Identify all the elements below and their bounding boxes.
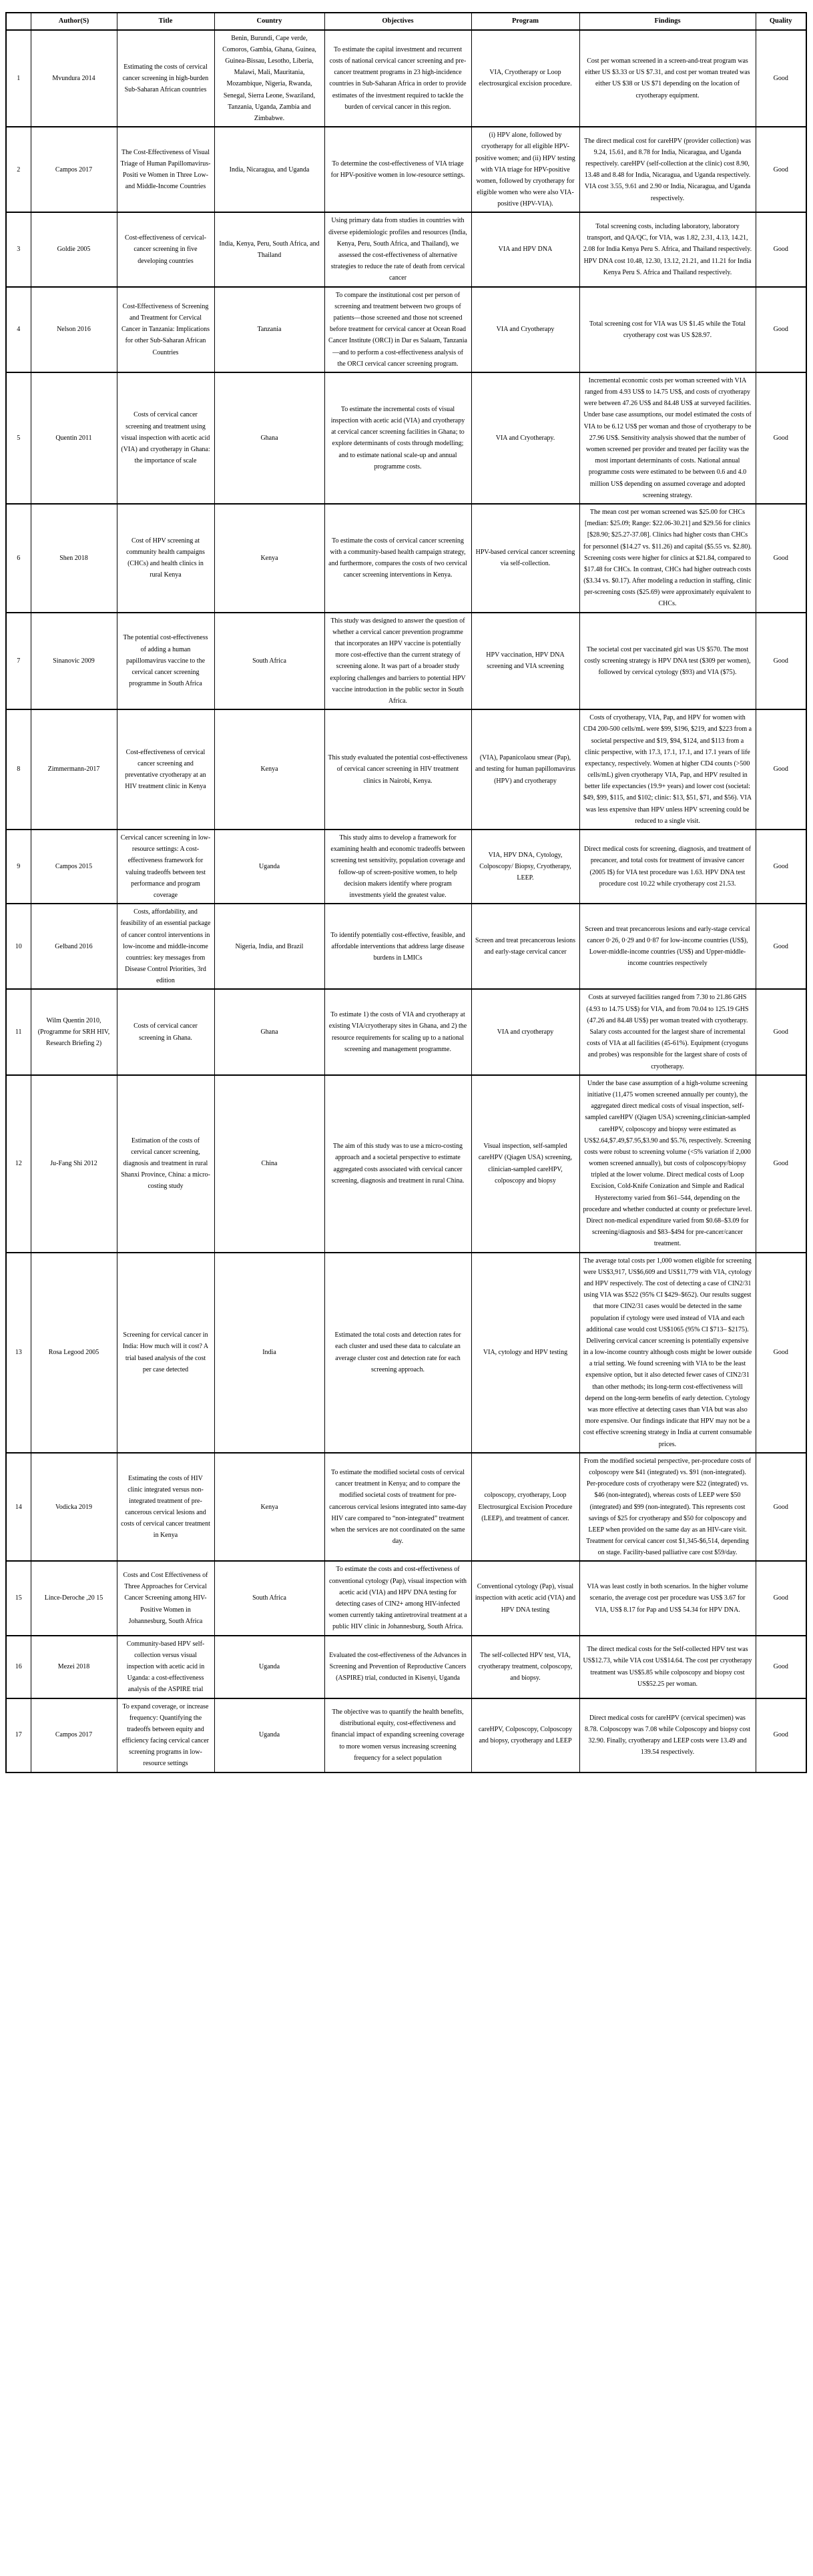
cell-findings: Incremental economic costs per woman screened with VIA ranged from 4.93 US$ to 14.75 US$, and costs of cryotherapy were between 47.26 US$ and 84.48 US$ at surveyed facilities. Under base case assumptions, our model estimated the costs of VIA to be 6.12 US$ per woman and those of cryotherapy to be 27.96 US$. Sensitivity analysis showed that the number of women screened per provider and treated per facility was the most important determinants of costs. National annual programme costs were estimated to be between 0.6 and 4.0 million US$ depending on assumed coverage and adopted screening strategy. <box>579 372 756 504</box>
table-row <box>6 1561 806 1635</box>
table-row <box>6 1453 806 1562</box>
cell-findings: From the modified societal perspective, per-procedure costs of colposcopy were $41 (integrated) vs. $91 (non-integrated). Per-procedure costs of cryotherapy were $22 (integrated) vs. $46 (non-integrated), whereas costs of LEEP were $50 (integrated) and $99 (non-integrated). This represents cost savings of $25 for cryotherapy and $50 for colposcopy and LEEP when provided on the same day as an HIV-care visit. Treatment for cervical cancer cost $1,345-$6,514, depending on stage. Facility-based palliative care cost $59/day. <box>579 1453 756 1562</box>
cell-findings: Costs at surveyed facilities ranged from 7.30 to 21.86 GHS (4.93 to 14.75 US$) for VIA, and from 70.04 to 125.19 GHS (47.26 and 84.48 US$) per woman treated with cryotherapy. Salary costs accounted for the largest share of incremental costs of VIA at all facilities (45-61%). Equipment (cryoguns and probes) was responsible for the largest share of costs of cryotherapy. <box>579 989 756 1074</box>
table-row <box>6 504 806 613</box>
cell-program: VIA, Cryotherapy or Loop electrosurgical excision procedure. <box>471 30 579 127</box>
cell-program: HPV-based cervical cancer screening via self-collection. <box>471 504 579 613</box>
cell-author: Shen 2018 <box>31 504 117 613</box>
cell-country: Kenya <box>214 1453 324 1562</box>
cell-objectives: To compare the institutional cost per person of screening and treatment between two groups of patients—those screened and those not screened before treatment for cervical cancer at Ocean Road Cancer Institute (ORCI) in Dar es Salaam, Tanzania—and to perform a cost-effectiveness analysis of the ORCI cervical cancer screening program. <box>324 287 471 372</box>
table-row <box>6 1075 806 1253</box>
cell-country: South Africa <box>214 1561 324 1635</box>
header-objectives: Objectives <box>324 13 471 30</box>
cell-title: The potential cost-effectiveness of adding a human papillomavirus vaccine to the cervical cancer screening programme in South Africa <box>117 613 214 710</box>
cell-quality: Good <box>756 830 806 904</box>
cell-program: Visual inspection, self-sampled careHPV (Qiagen USA) screening, clinician-sampled careHPV, colposcopy and biopsy <box>471 1075 579 1253</box>
cell-no: 1 <box>6 30 31 127</box>
cell-objectives: Using primary data from studies in countries with diverse epidemiologic profiles and resources (India, Kenya, Peru, South Africa, and Thailand), we assessed the cost-effectiveness of alternative strategies to reduce the rate of death from cervical cancer <box>324 212 471 286</box>
cell-objectives: Estimated the total costs and detection rates for each cluster and used these data to calculate an average cluster cost and detection rate for each screening approach. <box>324 1253 471 1453</box>
cell-no: 5 <box>6 372 31 504</box>
cell-country: Kenya <box>214 709 324 830</box>
cell-country: Nigeria, India, and Brazil <box>214 904 324 989</box>
cell-author: Goldie 2005 <box>31 212 117 286</box>
cell-author: Quentin 2011 <box>31 372 117 504</box>
header-title: Title <box>117 13 214 30</box>
cell-objectives: This study was designed to answer the question of whether a cervical cancer prevention programme that incorporates an HPV vaccine is potentially more cost-effective than the current strategy of screening alone. It was part of a broader study exploring challenges and barriers to potential HPV vaccine introduction in the public sector in South Africa. <box>324 613 471 710</box>
cell-program: VIA and cryotherapy <box>471 989 579 1074</box>
cell-title: Estimating the costs of HIV clinic integrated versus non-integrated treatment of pre-cancerous cervical lesions and costs of cervical cancer treatment in Kenya <box>117 1453 214 1562</box>
table-row <box>6 1698 806 1773</box>
cell-objectives: Evaluated the cost-effectiveness of the Advances in Screening and Prevention of Reproductive Cancers (ASPIRE) trial, conducted in Kisenyi, Uganda <box>324 1636 471 1698</box>
header-row <box>6 13 806 30</box>
cell-author: Campos 2015 <box>31 830 117 904</box>
table-row <box>6 830 806 904</box>
cell-program: Conventional cytology (Pap), visual inspection with acetic acid (VIA) and HPV DNA testing <box>471 1561 579 1635</box>
header-findings: Findings <box>579 13 756 30</box>
cell-objectives: To estimate the capital investment and recurrent costs of national cervical cancer screening and pre-cancer treatment programs in 23 high-incidence countries in Sub-Saharan Africa in order to provide estimates of the investment required to tackle the burden of cervical cancer in this region. <box>324 30 471 127</box>
cell-no: 2 <box>6 127 31 212</box>
cell-objectives: The aim of this study was to use a micro-costing approach and a societal perspective to estimate aggregated costs associated with cervical cancer screening, diagnosis and treatment in rural China. <box>324 1075 471 1253</box>
cell-program: colposcopy, cryotherapy, Loop Electrosurgical Excision Procedure (LEEP), and treatment of cancer. <box>471 1453 579 1562</box>
cell-country: Tanzania <box>214 287 324 372</box>
cell-no: 10 <box>6 904 31 989</box>
cell-quality: Good <box>756 989 806 1074</box>
cell-program: VIA and HPV DNA <box>471 212 579 286</box>
cell-title: The Cost-Effectiveness of Visual Triage of Human Papillomavirus-Positi ve Women in Three Low- and Middle-Income Countries <box>117 127 214 212</box>
cell-objectives: To estimate the incremental costs of visual inspection with acetic acid (VIA) and cryotherapy at cervical cancer screening facilities in Ghana; to explore determinants of costs through modelling; and to estimate national scale-up and annual programme costs. <box>324 372 471 504</box>
cell-findings: The direct medical costs for the Self-collected HPV test was US$12.73, while VIA cost US$14.64. The cost per cryotherapy treatment was US$5.85 while colposcopy and biopsy cost US$52.25 per woman. <box>579 1636 756 1698</box>
cell-author: Wilm Quentin 2010, (Programme for SRH HIV, Research Briefing 2) <box>31 989 117 1074</box>
cell-title: Community-based HPV self-collection versus visual inspection with acetic acid in Uganda: a cost-effectiveness analysis of the ASPIRE trial <box>117 1636 214 1698</box>
cell-title: Costs of cervical cancer screening and treatment using visual inspection with acetic acid (VIA) and cryotherapy in Ghana: the importance of scale <box>117 372 214 504</box>
cell-author: Campos 2017 <box>31 127 117 212</box>
cell-country: China <box>214 1075 324 1253</box>
cell-objectives: To identify potentially cost-effective, feasible, and affordable interventions that address large disease burdens in LMICs <box>324 904 471 989</box>
cell-findings: Cost per woman screened in a screen-and-treat program was either US $3.33 or US $7.31, and cost per woman treated was either US $38 or US $71 depending on the location of cryotherapy equipment. <box>579 30 756 127</box>
cell-country: India, Nicaragua, and Uganda <box>214 127 324 212</box>
cell-no: 11 <box>6 989 31 1074</box>
cell-no: 9 <box>6 830 31 904</box>
cell-objectives: To estimate the costs and cost-effectiveness of conventional cytology (Pap), visual inspection with acetic acid (VIA) and HPV DNA testing for detecting cases of CIN2+ among HIV-infected women currently taking antiretroviral treatment at a public HIV clinic in Johannesburg, South Africa. <box>324 1561 471 1635</box>
cell-objectives: The objective was to quantify the health benefits, distributional equity, cost-effectiveness and financial impact of expanding screening coverage to more women versus increasing screening frequency for a select population <box>324 1698 471 1773</box>
cell-objectives: To estimate the costs of cervical cancer screening with a community-based health campaign strategy, and furthermore, compares the costs of two cervical cancer screening interventions in Kenya. <box>324 504 471 613</box>
cell-title: To expand coverage, or increase frequency: Quantifying the tradeoffs between equity and efficiency facing cervical cancer screening programs in low-resource settings <box>117 1698 214 1773</box>
cell-quality: Good <box>756 30 806 127</box>
cell-quality: Good <box>756 127 806 212</box>
cell-program: (VIA), Papanicolaou smear (Pap), and testing for human papillomavirus (HPV) and cryotherapy <box>471 709 579 830</box>
table-row <box>6 613 806 710</box>
cell-objectives: To estimate 1) the costs of VIA and cryotherapy at existing VIA/cryotherapy sites in Ghana, and 2) the resource requirements for scaling up to a national screening and management programme. <box>324 989 471 1074</box>
cell-quality: Good <box>756 1561 806 1635</box>
cell-no: 8 <box>6 709 31 830</box>
cell-program: VIA, HPV DNA, Cytology, Colposcopy/ Biopsy, Cryotherapy, LEEP. <box>471 830 579 904</box>
cell-program: Screen and treat precancerous lesions and early-stage cervical cancer <box>471 904 579 989</box>
cell-title: Screening for cervical cancer in India: How much will it cost? A trial based analysis of the cost per case detected <box>117 1253 214 1453</box>
cell-title: Cost of HPV screening at community health campaigns (CHCs) and health clinics in rural Kenya <box>117 504 214 613</box>
cell-no: 17 <box>6 1698 31 1773</box>
cell-quality: Good <box>756 287 806 372</box>
cell-author: Vodicka 2019 <box>31 1453 117 1562</box>
cell-author: Ju-Fang Shi 2012 <box>31 1075 117 1253</box>
cell-program: The self-collected HPV test, VIA, cryotherapy treatment, colposcopy, and biopsy. <box>471 1636 579 1698</box>
cell-title: Cost-effectiveness of cervical cancer screening and preventative cryotherapy at an HIV treatment clinic in Kenya <box>117 709 214 830</box>
table-row <box>6 287 806 372</box>
cell-findings: VIA was least costly in both scenarios. In the higher volume scenario, the average cost per procedure was US$ 3.67 for VIA, US$ 8.17 for Pap and US$ 54.34 for HPV DNA. <box>579 1561 756 1635</box>
cell-title: Estimating the costs of cervical cancer screening in high-burden Sub-Saharan African countries <box>117 30 214 127</box>
cell-quality: Good <box>756 1253 806 1453</box>
cell-program: VIA and Cryotherapy. <box>471 372 579 504</box>
cell-quality: Good <box>756 709 806 830</box>
cell-title: Cervical cancer screening in low-resource settings: A cost-effectiveness framework for valuing tradeoffs between test performance and program coverage <box>117 830 214 904</box>
cell-author: Campos 2017 <box>31 1698 117 1773</box>
cell-country: Benin, Burundi, Cape verde, Comoros, Gambia, Ghana, Guinea, Guinea-Bissau, Lesotho, Liberia, Malawi, Mali, Mauritania, Mozambique, Nigeria, Rwanda, Senegal, Sierra Leone, Swaziland, Tanzania, Uganda, Zambia and Zimbabwe. <box>214 30 324 127</box>
cell-country: South Africa <box>214 613 324 710</box>
cell-program: VIA, cytology and HPV testing <box>471 1253 579 1453</box>
cell-author: Mvundura 2014 <box>31 30 117 127</box>
cell-findings: Total screening cost for VIA was US $1.45 while the Total cryotherapy cost was US $28.97. <box>579 287 756 372</box>
cell-program: (i) HPV alone, followed by cryotherapy for all eligible HPV-positive women; and (ii) HPV testing with VIA triage for HPV-positive women, followed by cryotherapy for eligible women who were also VIA-positive (HPV-VIA). <box>471 127 579 212</box>
cell-country: Ghana <box>214 372 324 504</box>
cell-quality: Good <box>756 613 806 710</box>
cell-objectives: This study evaluated the potential cost-effectiveness of cervical cancer screening in HIV treatment clinics in Nairobi, Kenya. <box>324 709 471 830</box>
header-country: Country <box>214 13 324 30</box>
table-row <box>6 212 806 286</box>
header-quality: Quality <box>756 13 806 30</box>
cell-quality: Good <box>756 1075 806 1253</box>
cell-author: Zimmermann-2017 <box>31 709 117 830</box>
cell-no: 15 <box>6 1561 31 1635</box>
header-author: Author(S) <box>31 13 117 30</box>
cell-author: Gelband 2016 <box>31 904 117 989</box>
table-row <box>6 372 806 504</box>
cell-objectives: To determine the cost-effectiveness of VIA triage for HPV-positive women in low-resource settings. <box>324 127 471 212</box>
cell-country: Uganda <box>214 830 324 904</box>
table-header <box>6 13 806 30</box>
cell-findings: Direct medical costs for careHPV (cervical specimen) was 8.78. Colposcopy was 7.08 while Colposcopy and biopsy cost 32.90. Finally, cryotherapy and LEEP costs were 13.49 and 139.54 respectively. <box>579 1698 756 1773</box>
cell-no: 14 <box>6 1453 31 1562</box>
cell-title: Estimation of the costs of cervical cancer screening, diagnosis and treatment in rural Shanxi Province, China: a micro-costing study <box>117 1075 214 1253</box>
cell-quality: Good <box>756 504 806 613</box>
table-row <box>6 989 806 1074</box>
cell-no: 6 <box>6 504 31 613</box>
cell-objectives: This study aims to develop a framework for examining health and economic tradeoffs between screening test sensitivity, population coverage and follow-up of screen-positive women, to help decision makers identify where program investments yield the greatest value. <box>324 830 471 904</box>
table-row <box>6 127 806 212</box>
cell-quality: Good <box>756 372 806 504</box>
cell-country: Kenya <box>214 504 324 613</box>
cell-author: Sinanovic 2009 <box>31 613 117 710</box>
cell-author: Nelson 2016 <box>31 287 117 372</box>
literature-review-table <box>5 12 807 1773</box>
cell-no: 12 <box>6 1075 31 1253</box>
cell-quality: Good <box>756 1636 806 1698</box>
cell-no: 7 <box>6 613 31 710</box>
cell-no: 4 <box>6 287 31 372</box>
cell-objectives: To estimate the modified societal costs of cervical cancer treatment in Kenya; and to compare the modified societal costs of treatment for pre-cancerous cervical lesions integrated into same-day HIV care compared to “non-integrated” treatment when the services are not coordinated on the same day. <box>324 1453 471 1562</box>
cell-country: India <box>214 1253 324 1453</box>
cell-author: Lince-Deroche ,20 15 <box>31 1561 117 1635</box>
cell-findings: Under the base case assumption of a high-volume screening initiative (11,475 women screened annually per county), the aggregated direct medical costs of visual inspection, self-sampled careHPV (Qiagen USA) screening,clinician-sampled careHPV, colposcopy and biopsy were estimated as US$2.64,$7.49,$7.95,$3.90 and $5.76, respectively. Screening costs were robust to screening volume (<5% variation if 2,000 women screened annually), but costs of colposcopy/biopsy tripled at the lower volume. Direct medical costs of Loop Excision, Cold-Knife Conization and Simple and Radical Hysterectomy varied from $61–544, depending on the procedure and whether conducted at county or prefecture level. Direct non-medical expenditure varied from $0.68–$3.09 for screening/diagnosis and $83–$494 for pre-cancer/cancer treatment. <box>579 1075 756 1253</box>
cell-no: 3 <box>6 212 31 286</box>
table-row <box>6 709 806 830</box>
cell-country: Uganda <box>214 1636 324 1698</box>
cell-no: 13 <box>6 1253 31 1453</box>
header-program: Program <box>471 13 579 30</box>
table-body <box>6 30 806 1773</box>
cell-quality: Good <box>756 904 806 989</box>
cell-findings: Screen and treat precancerous lesions and early-stage cervical cancer 0·26, 0·29 and 0·87 for low-income countries (US$), Lower-middle-income countries (US$) and Upper-middle-income countries respectively <box>579 904 756 989</box>
cell-findings: The societal cost per vaccinated girl was US $570. The most costly screening strategy is HPV DNA test ($309 per women), followed by cervical cytology ($93) and VIA ($75). <box>579 613 756 710</box>
cell-title: Cost-Effectiveness of Screening and Treatment for Cervical Cancer in Tanzania: Implications for other Sub-Saharan African Countries <box>117 287 214 372</box>
cell-quality: Good <box>756 1698 806 1773</box>
cell-program: careHPV, Colposcopy, Colposcopy and biopsy, cryotherapy and LEEP <box>471 1698 579 1773</box>
cell-findings: Total screening costs, including laboratory, laboratory transport, and QA/QC, for VIA, was 1.82, 2.31, 4.13, 14.21, 2.08 for India Kenya Peru S. Africa, and Thailand respectively. HPV DNA cost 10.48, 12.30, 13.12, 21.21, and 11.21 for India Kenya Peru S. Africa and Thailand respectively. <box>579 212 756 286</box>
table-row <box>6 30 806 127</box>
cell-title: Cost-effectiveness of cervical-cancer screening in five developing countries <box>117 212 214 286</box>
cell-author: Mezei 2018 <box>31 1636 117 1698</box>
cell-title: Costs and Cost Effectiveness of Three Approaches for Cervical Cancer Screening among HIV-Positive Women in Johannesburg, South Africa <box>117 1561 214 1635</box>
cell-author: Rosa Legood 2005 <box>31 1253 117 1453</box>
cell-title: Costs, affordability, and feasibility of an essential package of cancer control interventions in low-income and middle-income countries: key messages from Disease Control Priorities, 3rd edition <box>117 904 214 989</box>
table-row <box>6 904 806 989</box>
cell-findings: The mean cost per woman screened was $25.00 for CHCs [median: $25.09; Range: $22.06-30.21] and $29.56 for clinics [$28.90; $25.27-37.08]. Clinics had higher costs than CHCs for personnel ($14.27 vs. $11.26) and capital ($5.55 vs. $2.80). Screening costs were higher for clinics at $21.84, compared to $17.48 for CHCs. In contrast, CHCs had higher outreach costs ($3.34 vs. $0.17). After modeling a reduction in staffing, clinic per-screening costs ($25.69) were approximately equivalent to CHCs. <box>579 504 756 613</box>
cell-findings: Direct medical costs for screening, diagnosis, and treatment of precancer, and total costs for treatment of invasive cancer (2005 I$) for VIA test procedure was 1.63. HPV DNA test procedure cost 10.22 while cryotherapy cost 21.53. <box>579 830 756 904</box>
cell-no: 16 <box>6 1636 31 1698</box>
cell-program: HPV vaccination, HPV DNA screening and VIA screening <box>471 613 579 710</box>
cell-findings: The direct medical cost for careHPV (provider collection) was 9.24, 15.61, and 8.78 for India, Nicaragua, and Uganda respectively. careHPV (self-collection at the clinic) cost 8.90, 13.48 and 8.48 for India, Nicaragua, and Uganda respectively. VIA cost 3.55, 9.61 and 2.90 or India, Nicaragua, and Uganda respectively. <box>579 127 756 212</box>
cell-country: Uganda <box>214 1698 324 1773</box>
cell-title: Costs of cervical cancer screening in Ghana. <box>117 989 214 1074</box>
cell-country: India, Kenya, Peru, South Africa, and Thailand <box>214 212 324 286</box>
cell-findings: The average total costs per 1,000 women eligible for screening were US$3,917, US$6,609 and US$11,779 with VIA, cytology and HPV respectively. The cost of detecting a case of CIN2/31 using VIA was $522 (95% CI $429–$652). Our results suggest that more CIN2/31 cases would be detected in the same population if cytology were used instead of VIA and each additional case would cost US$1065 (95% CI $713– $2175). Delivering cervical cancer screening is potentially expensive in a low-income country although costs might be lower outside a trial setting. We found screening with VIA to be the least expensive option, but it also detected fewer cases of CIN2/31 than other methods; its long-term cost-effectiveness will depend on the long-term benefits of early detection. Cytology was more effective at detecting cases than VIA but was also more expensive. Our findings indicate that HPV may not be a cost effective screening strategy in India at current consumable prices. <box>579 1253 756 1453</box>
table-row <box>6 1253 806 1453</box>
cell-program: VIA and Cryotherapy <box>471 287 579 372</box>
header-number <box>6 13 31 30</box>
cell-country: Ghana <box>214 989 324 1074</box>
cell-quality: Good <box>756 1453 806 1562</box>
cell-findings: Costs of cryotherapy, VIA, Pap, and HPV for women with CD4 200-500 cells/mL were $99, $196, $219, and $223 from a societal perspective and $19, $94, $124, and $113 from a clinic perspective, with 17.3, 17.1, 17.1, and 17.1 years of life expectancy, respectively. Women at higher CD4 counts (>500 cells/mL) given cryotherapy VIA, Pap, and HPV resulted in better life expectancies (19.9+ years) and lower cost (societal: $49, $99, $115, and $102; clinic: $13, $51, $71, and $56). VIA was less expensive than HPV unless HPV screening could be reduced to a single visit. <box>579 709 756 830</box>
table-row <box>6 1636 806 1698</box>
cell-quality: Good <box>756 212 806 286</box>
